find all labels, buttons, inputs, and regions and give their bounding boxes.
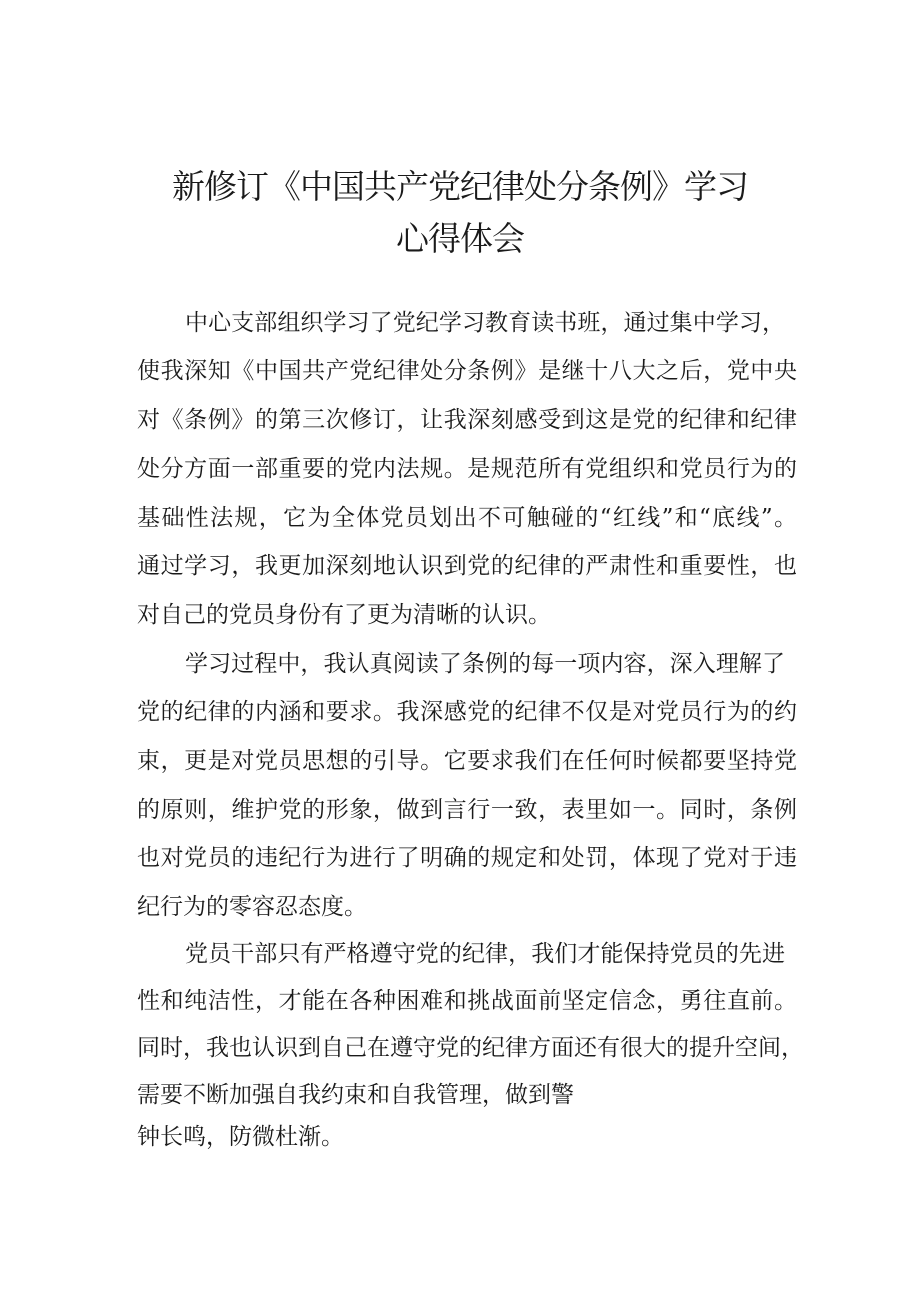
paragraph-1-line-1: 中心支部组织学习了党纪学习教育读书班，通过集中学习， [185,310,785,336]
paragraph-2-line-1: 学习过程中，我认真阅读了条例的每一项内容，深入理解了 [185,651,785,677]
paragraph-2-line-4: 的原则，维护党的形象，做到言行一致，表里如一。同时，条例 [137,797,797,823]
paragraph-2-line-6: 纪行为的零容忍态度。 [137,894,367,920]
paragraph-3-line-4: 需要不断加强自我约束和自我管理，做到警 [137,1082,574,1108]
paragraph-2-line-3: 束，更是对党员思想的引导。它要求我们在任何时候都要坚持党 [137,748,797,774]
paragraph-3-line-2: 性和纯洁性，才能在各种困难和挑战面前坚定信念，勇往直前。 [137,988,797,1014]
paragraph-3-line-5: 钟长鸣，防微杜渐。 [137,1124,344,1150]
paragraph-1-line-5: 基础性法规，它为全体党员划出不可触碰的“红线”和“底线”。 [137,505,797,531]
paragraph-1-line-3: 对《条例》的第三次修订，让我深刻感受到这是党的纪律和纪律 [137,407,797,433]
paragraph-1-line-6: 通过学习，我更加深刻地认识到党的纪律的严肃性和重要性，也 [137,553,797,579]
paragraph-2-line-5: 也对党员的违纪行为进行了明确的规定和处罚，体现了党对于违 [137,845,797,871]
document-title-line-1: 新修订《中国共产党纪律处分条例》学习 [172,167,748,206]
document-title-line-2: 心得体会 [396,219,524,258]
paragraph-3-line-3: 同时，我也认识到自己在遵守党的纪律方面还有很大的提升空间， [137,1035,804,1061]
paragraph-1-line-7: 对自己的党员身份有了更为清晰的认识。 [137,602,551,628]
paragraph-1-line-2: 使我深知《中国共产党纪律处分条例》是继十八大之后，党中央 [137,358,797,384]
paragraph-2-line-2: 党的纪律的内涵和要求。我深感党的纪律不仅是对党员行为的约 [137,699,797,725]
paragraph-1-line-4: 处分方面一部重要的党内法规。是规范所有党组织和党员行为的 [137,456,797,482]
paragraph-3-line-1: 党员干部只有严格遵守党的纪律，我们才能保持党员的先进 [185,941,785,967]
